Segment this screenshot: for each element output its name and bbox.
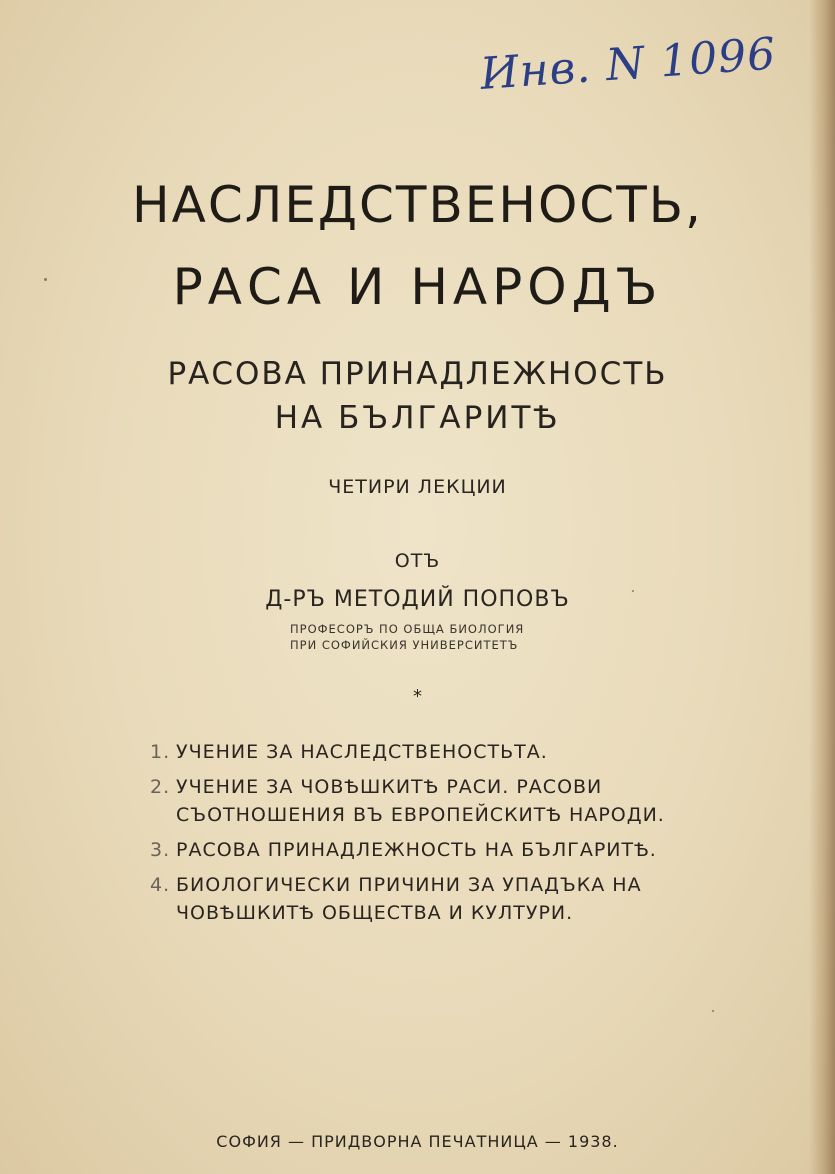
book-subtitle-line-2: НА БЪЛГАРИТѢ (274, 400, 561, 436)
contents-item-number: 4. (150, 874, 171, 896)
contents-item-number: 1. (150, 741, 171, 763)
lectures-label: ЧЕТИРИ ЛЕКЦИИ (328, 476, 507, 498)
paper-speck (632, 590, 634, 592)
author-affiliation-line-1: ПРОФЕСОРЪ ПО ОБЩА БИОЛОГИЯ (290, 622, 525, 636)
paper-speck (44, 278, 47, 281)
author-name: Д-РЪ МЕТОДИЙ ПОПОВЪ (265, 587, 570, 612)
contents-item-text: УЧЕНИЕ ЗА ЧОВѢШКИТѢ РАСИ. РАСОВИ СЪОТНОШЕНИЯ ВЪ ЕВРОПЕЙСКИТѢ НАРОДИ. (176, 776, 665, 826)
contents-item (150, 871, 710, 927)
contents-item-text: РАСОВА ПРИНАДЛЕЖНОСТЬ НА БЪЛГАРИТѢ. (176, 839, 657, 861)
handwritten-inventory-note: Инв. N 1096 (478, 28, 778, 101)
book-title-line-1: НАСЛЕДСТВЕНОСТЬ, (132, 176, 703, 234)
book-subtitle-line-1: РАСОВА ПРИНАДЛЕЖНОСТЬ (167, 356, 668, 392)
contents-item-text: УЧЕНИЕ ЗА НАСЛЕДСТВЕНОСТЬТА. (176, 741, 548, 763)
contents-item-number: 2. (150, 776, 171, 798)
imprint-line: СОФИЯ — ПРИДВОРНА ПЕЧАТНИЦА — 1938. (216, 1132, 619, 1151)
contents-item-number: 3. (150, 839, 171, 861)
book-title-line-2: РАСА И НАРОДЪ (172, 258, 663, 316)
contents-item-text: БИОЛОГИЧЕСКИ ПРИЧИНИ ЗА УПАДЪКА НА ЧОВѢШКИТѢ ОБЩЕСТВА И КУЛТУРИ. (176, 874, 642, 924)
contents-item (150, 773, 710, 829)
paper-speck (712, 1010, 714, 1012)
from-label: ОТЪ (394, 550, 441, 572)
author-affiliation-line-2: ПРИ СОФИЙСКИЯ УНИВЕРСИТЕТЪ (290, 638, 519, 652)
separator-star: * (413, 686, 422, 707)
contents-item (150, 738, 710, 766)
contents-list (150, 738, 710, 934)
contents-item (150, 836, 710, 864)
